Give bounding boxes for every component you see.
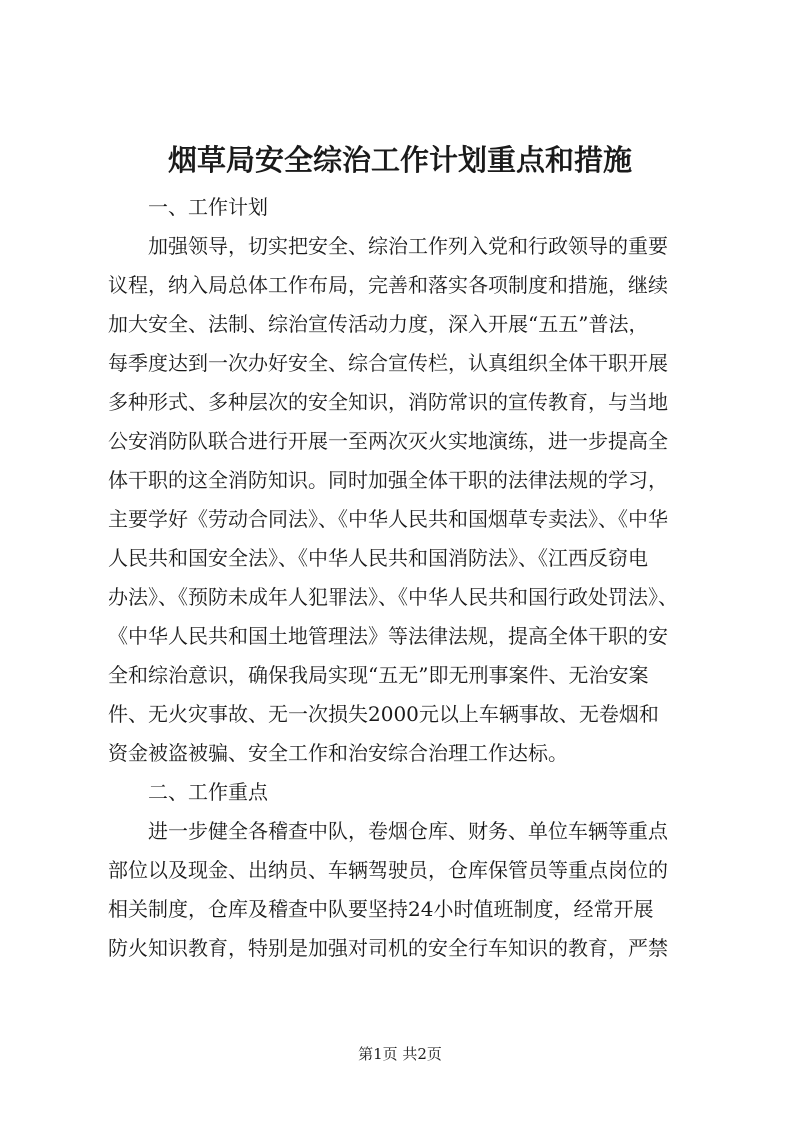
document-title: 烟草局安全综治工作计划重点和措施: [167, 143, 632, 177]
page-indicator: 第1页 共2页: [358, 1045, 442, 1063]
document-body: [108, 188, 708, 968]
paragraph-line: 人民共和国安全法》、《中华人民共和国消防法》、《江西反窃电: [108, 546, 648, 570]
paragraph-line: 议程，纳入局总体工作布局，完善和落实各项制度和措施，继续: [108, 273, 668, 297]
paragraph-line: 进一步健全各稽查中队，卷烟仓库、财务、单位车辆等重点: [148, 819, 668, 843]
paragraph-line: 件、无火灾事故、无一次损失2000元以上车辆事故、无卷烟和: [108, 702, 659, 726]
section-heading-work-focus: 二、工作重点: [148, 780, 268, 804]
paragraph-line: 办法》、《预防未成年人犯罪法》、《中华人民共和国行政处罚法》、: [108, 585, 678, 609]
paragraph-line: 防火知识教育，特别是加强对司机的安全行车知识的教育，严禁: [108, 936, 668, 960]
paragraph-line: 部位以及现金、出纳员、车辆驾驶员，仓库保管员等重点岗位的: [108, 858, 668, 882]
paragraph-line: 全和综治意识，确保我局实现“五无”即无刑事案件、无治安案: [108, 663, 649, 687]
paragraph-line: 资金被盗被骗、安全工作和治安综合治理工作达标。: [108, 741, 568, 765]
paragraph-line: 每季度达到一次办好安全、综合宣传栏，认真组织全体干职开展: [108, 351, 668, 375]
paragraph-line: 加大安全、法制、综治宣传活动力度，深入开展“五五”普法，: [108, 312, 649, 336]
paragraph-line: 体干职的这全消防知识。同时加强全体干职的法律法规的学习，: [108, 468, 668, 492]
paragraph-line: 公安消防队联合进行开展一至两次灭火实地演练，进一步提高全: [108, 429, 668, 453]
paragraph-line: 多种形式、多种层次的安全知识，消防常识的宣传教育，与当地: [108, 390, 668, 414]
paragraph-line: 加强领导，切实把安全、综治工作列入党和行政领导的重要: [148, 234, 668, 258]
paragraph-line: 主要学好《劳动合同法》、《中华人民共和国烟草专卖法》、《中华: [108, 507, 668, 531]
paragraph-line: 《中华人民共和国土地管理法》等法律法规，提高全体干职的安: [108, 624, 668, 648]
paragraph-line: 相关制度，仓库及稽查中队要坚持24小时值班制度，经常开展: [108, 897, 654, 921]
section-heading-work-plan: 一、工作计划: [148, 195, 268, 219]
